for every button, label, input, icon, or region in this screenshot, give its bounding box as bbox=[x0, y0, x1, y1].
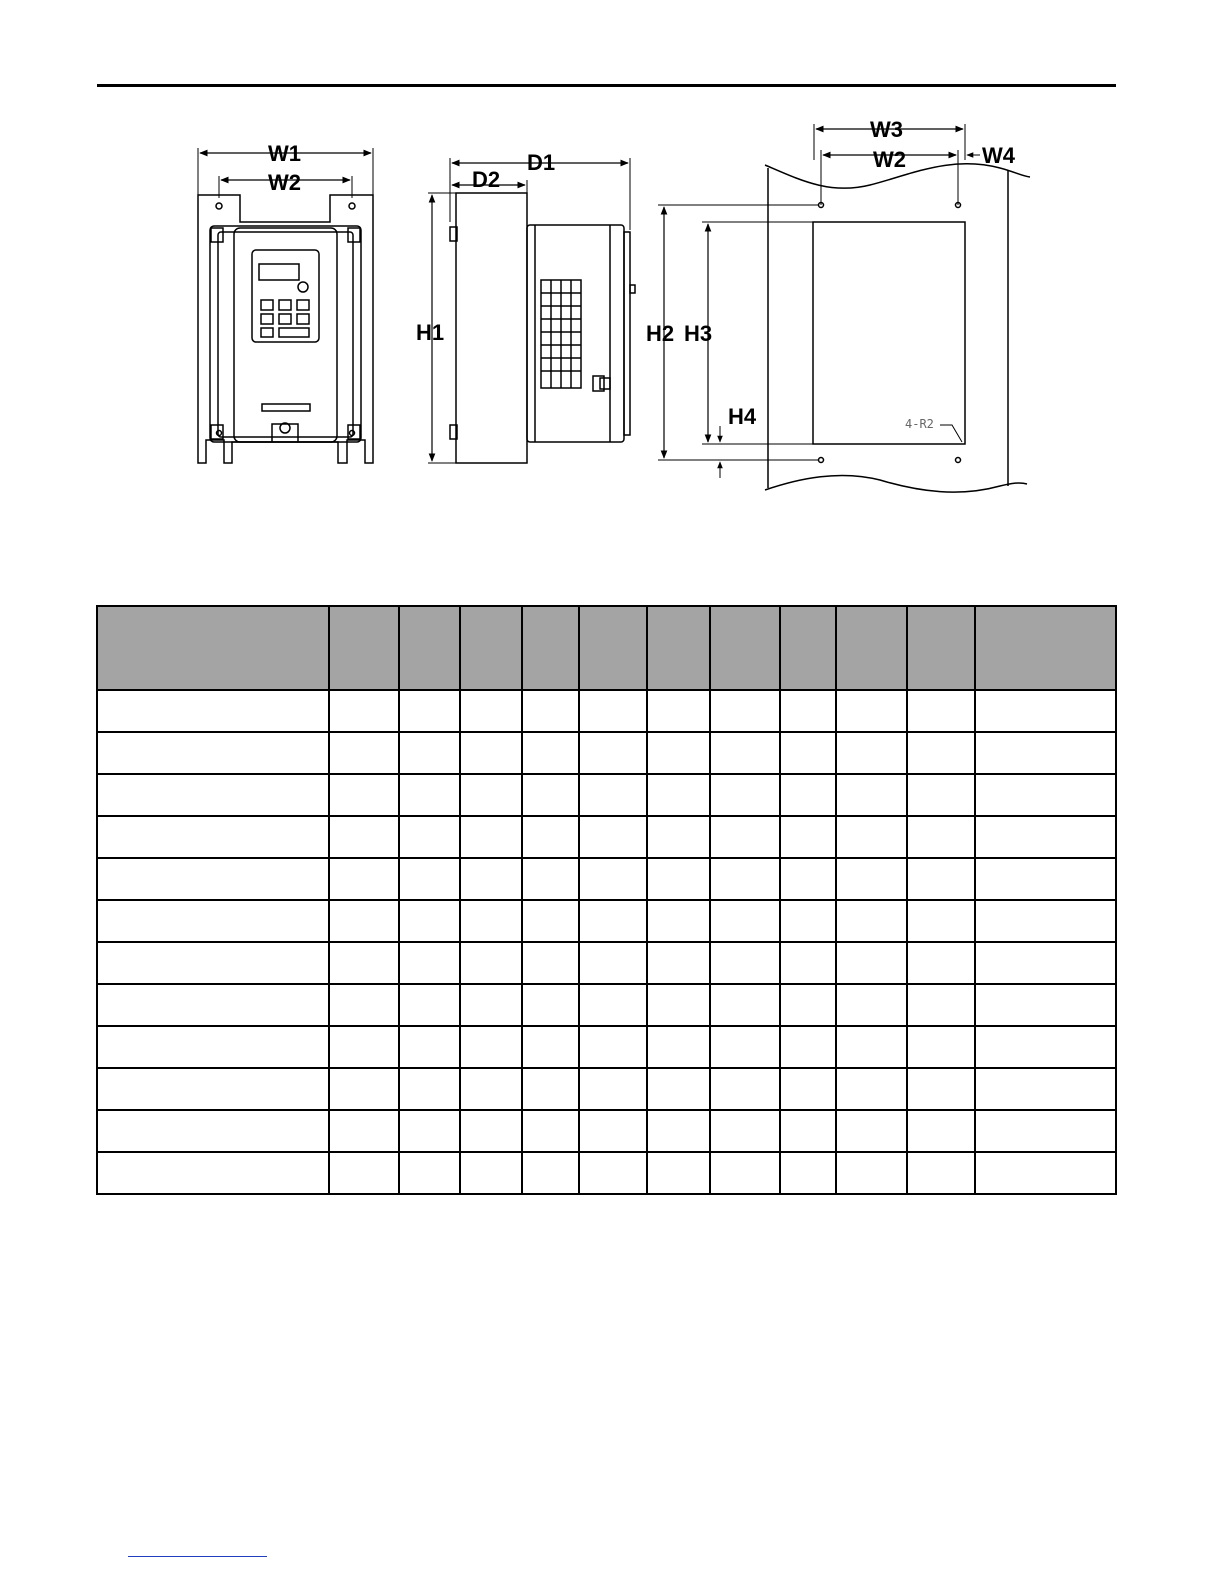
header-cell bbox=[647, 606, 710, 690]
table-cell bbox=[460, 1068, 522, 1110]
table-cell bbox=[579, 1026, 647, 1068]
table-cell bbox=[836, 984, 907, 1026]
table-row bbox=[97, 942, 1116, 984]
table-cell bbox=[907, 984, 975, 1026]
label-w1: W1 bbox=[268, 141, 301, 166]
table-cell bbox=[780, 1026, 836, 1068]
label-r2: 4-R2 bbox=[905, 417, 934, 431]
table-cell bbox=[399, 732, 459, 774]
table-cell bbox=[522, 816, 579, 858]
table-row bbox=[97, 690, 1116, 732]
table-cell bbox=[579, 858, 647, 900]
table-header bbox=[97, 606, 1116, 690]
header-cell bbox=[97, 606, 329, 690]
table-row bbox=[97, 900, 1116, 942]
table-cell bbox=[522, 774, 579, 816]
table-cell bbox=[907, 900, 975, 942]
table-cell bbox=[710, 1026, 780, 1068]
table-row bbox=[97, 1026, 1116, 1068]
table-cell bbox=[836, 1152, 907, 1194]
table-cell bbox=[460, 1110, 522, 1152]
table-cell bbox=[836, 1026, 907, 1068]
table-cell bbox=[907, 690, 975, 732]
table-cell bbox=[780, 1110, 836, 1152]
table-cell bbox=[522, 690, 579, 732]
table-cell bbox=[780, 732, 836, 774]
table-cell bbox=[975, 1068, 1116, 1110]
table-row bbox=[97, 1110, 1116, 1152]
table-cell bbox=[399, 1152, 459, 1194]
table-cell bbox=[780, 900, 836, 942]
table-cell bbox=[907, 1068, 975, 1110]
table-cell bbox=[97, 732, 329, 774]
label-w3: W3 bbox=[870, 117, 903, 142]
table-cell bbox=[522, 732, 579, 774]
table-cell bbox=[975, 774, 1116, 816]
table-cell bbox=[647, 1152, 710, 1194]
table-cell bbox=[975, 732, 1116, 774]
table-cell bbox=[710, 690, 780, 732]
label-w2-mount: W2 bbox=[873, 147, 906, 172]
table-cell bbox=[579, 816, 647, 858]
table-cell bbox=[836, 1068, 907, 1110]
table-cell bbox=[907, 1026, 975, 1068]
table-cell bbox=[907, 858, 975, 900]
table-cell bbox=[522, 1152, 579, 1194]
table-cell bbox=[647, 900, 710, 942]
table-cell bbox=[97, 900, 329, 942]
table-cell bbox=[647, 942, 710, 984]
table-cell bbox=[579, 942, 647, 984]
table-cell bbox=[460, 732, 522, 774]
table-cell bbox=[780, 1068, 836, 1110]
table-cell bbox=[97, 1026, 329, 1068]
header-cell bbox=[579, 606, 647, 690]
table-cell bbox=[97, 1110, 329, 1152]
table-cell bbox=[780, 774, 836, 816]
table-cell bbox=[710, 1110, 780, 1152]
table-cell bbox=[460, 900, 522, 942]
table-cell bbox=[329, 1068, 399, 1110]
table-cell bbox=[399, 690, 459, 732]
label-w4: W4 bbox=[982, 143, 1015, 168]
table-cell bbox=[710, 858, 780, 900]
dimension-drawing bbox=[0, 0, 1224, 560]
table-cell bbox=[579, 1110, 647, 1152]
table-row bbox=[97, 732, 1116, 774]
side-view bbox=[428, 158, 635, 463]
table-cell bbox=[975, 690, 1116, 732]
table-cell bbox=[710, 1152, 780, 1194]
table-cell bbox=[907, 942, 975, 984]
table-cell bbox=[329, 1152, 399, 1194]
table-cell bbox=[647, 1110, 710, 1152]
table-cell bbox=[460, 774, 522, 816]
table-cell bbox=[780, 690, 836, 732]
table-cell bbox=[329, 1110, 399, 1152]
header-cell bbox=[836, 606, 907, 690]
table-cell bbox=[836, 858, 907, 900]
header-cell bbox=[522, 606, 579, 690]
table-cell bbox=[399, 1068, 459, 1110]
table-cell bbox=[836, 816, 907, 858]
table-cell bbox=[329, 1026, 399, 1068]
table-cell bbox=[647, 1068, 710, 1110]
table-cell bbox=[579, 900, 647, 942]
dimension-table bbox=[96, 605, 1117, 1195]
table-cell bbox=[975, 1110, 1116, 1152]
table-cell bbox=[97, 816, 329, 858]
table-cell bbox=[579, 1068, 647, 1110]
table-cell bbox=[329, 858, 399, 900]
table-cell bbox=[836, 732, 907, 774]
table-cell bbox=[399, 858, 459, 900]
table-cell bbox=[329, 942, 399, 984]
table-cell bbox=[399, 984, 459, 1026]
table-cell bbox=[399, 1026, 459, 1068]
table-cell bbox=[975, 942, 1116, 984]
table-cell bbox=[329, 732, 399, 774]
table-cell bbox=[780, 858, 836, 900]
table-cell bbox=[710, 984, 780, 1026]
table-cell bbox=[710, 942, 780, 984]
table-cell bbox=[836, 1110, 907, 1152]
table-cell bbox=[975, 858, 1116, 900]
table-cell bbox=[579, 984, 647, 1026]
table-cell bbox=[836, 900, 907, 942]
header-cell bbox=[907, 606, 975, 690]
table-cell bbox=[97, 942, 329, 984]
table-cell bbox=[399, 900, 459, 942]
table-cell bbox=[460, 1026, 522, 1068]
table-cell bbox=[97, 858, 329, 900]
table-cell bbox=[710, 732, 780, 774]
label-h4: H4 bbox=[728, 404, 757, 429]
table-cell bbox=[579, 1152, 647, 1194]
table-cell bbox=[97, 774, 329, 816]
table-row bbox=[97, 816, 1116, 858]
table-cell bbox=[647, 816, 710, 858]
table-cell bbox=[975, 1152, 1116, 1194]
table-cell bbox=[460, 690, 522, 732]
table-cell bbox=[579, 732, 647, 774]
table-cell bbox=[97, 690, 329, 732]
table-cell bbox=[522, 1110, 579, 1152]
table-cell bbox=[647, 732, 710, 774]
header-cell bbox=[329, 606, 399, 690]
header-cell bbox=[975, 606, 1116, 690]
label-h1: H1 bbox=[416, 320, 445, 345]
table-cell bbox=[97, 984, 329, 1026]
table-cell bbox=[522, 1026, 579, 1068]
table-row bbox=[97, 858, 1116, 900]
table-cell bbox=[399, 816, 459, 858]
table-cell bbox=[975, 1026, 1116, 1068]
header-cell bbox=[399, 606, 459, 690]
table-cell bbox=[329, 774, 399, 816]
table-cell bbox=[460, 858, 522, 900]
label-h3: H3 bbox=[684, 321, 713, 346]
table-cell bbox=[780, 1152, 836, 1194]
table-row bbox=[97, 1068, 1116, 1110]
header-cell bbox=[460, 606, 522, 690]
table-cell bbox=[907, 816, 975, 858]
label-h2: H2 bbox=[646, 321, 675, 346]
table-cell bbox=[522, 1068, 579, 1110]
table-cell bbox=[522, 900, 579, 942]
table-cell bbox=[522, 858, 579, 900]
table-cell bbox=[710, 1068, 780, 1110]
table-cell bbox=[780, 942, 836, 984]
table-cell bbox=[329, 816, 399, 858]
table-cell bbox=[399, 1110, 459, 1152]
table-cell bbox=[329, 690, 399, 732]
table-cell bbox=[710, 900, 780, 942]
table-cell bbox=[647, 984, 710, 1026]
table-row bbox=[97, 984, 1116, 1026]
table-cell bbox=[460, 1152, 522, 1194]
table-row bbox=[97, 774, 1116, 816]
table-cell bbox=[836, 942, 907, 984]
table-cell bbox=[907, 1110, 975, 1152]
table-cell bbox=[460, 984, 522, 1026]
label-d2: D2 bbox=[472, 167, 501, 192]
table-cell bbox=[975, 816, 1116, 858]
footer-link-underline[interactable] bbox=[128, 1556, 267, 1557]
table-cell bbox=[579, 690, 647, 732]
mounting-view bbox=[658, 124, 1030, 492]
table-cell bbox=[780, 816, 836, 858]
table-cell bbox=[836, 774, 907, 816]
table-cell bbox=[329, 900, 399, 942]
table-cell bbox=[647, 690, 710, 732]
table-cell bbox=[97, 1152, 329, 1194]
table-cell bbox=[975, 984, 1116, 1026]
table-cell bbox=[460, 942, 522, 984]
table-cell bbox=[907, 1152, 975, 1194]
table-cell bbox=[647, 1026, 710, 1068]
table-cell bbox=[836, 690, 907, 732]
table-cell bbox=[399, 942, 459, 984]
table-cell bbox=[579, 774, 647, 816]
table-cell bbox=[647, 858, 710, 900]
table-cell bbox=[460, 816, 522, 858]
table-cell bbox=[522, 942, 579, 984]
table-cell bbox=[647, 774, 710, 816]
header-cell bbox=[780, 606, 836, 690]
table-cell bbox=[975, 900, 1116, 942]
table-row bbox=[97, 1152, 1116, 1194]
table-body bbox=[97, 690, 1116, 1194]
label-d1: D1 bbox=[527, 150, 556, 175]
table-cell bbox=[522, 984, 579, 1026]
front-view bbox=[198, 148, 373, 463]
table-cell bbox=[710, 774, 780, 816]
table-cell bbox=[780, 984, 836, 1026]
table-cell bbox=[907, 774, 975, 816]
header-cell bbox=[710, 606, 780, 690]
table-cell bbox=[710, 816, 780, 858]
table-cell bbox=[329, 984, 399, 1026]
table-cell bbox=[97, 1068, 329, 1110]
table-cell bbox=[907, 732, 975, 774]
label-w2-front: W2 bbox=[268, 170, 301, 195]
table-cell bbox=[399, 774, 459, 816]
